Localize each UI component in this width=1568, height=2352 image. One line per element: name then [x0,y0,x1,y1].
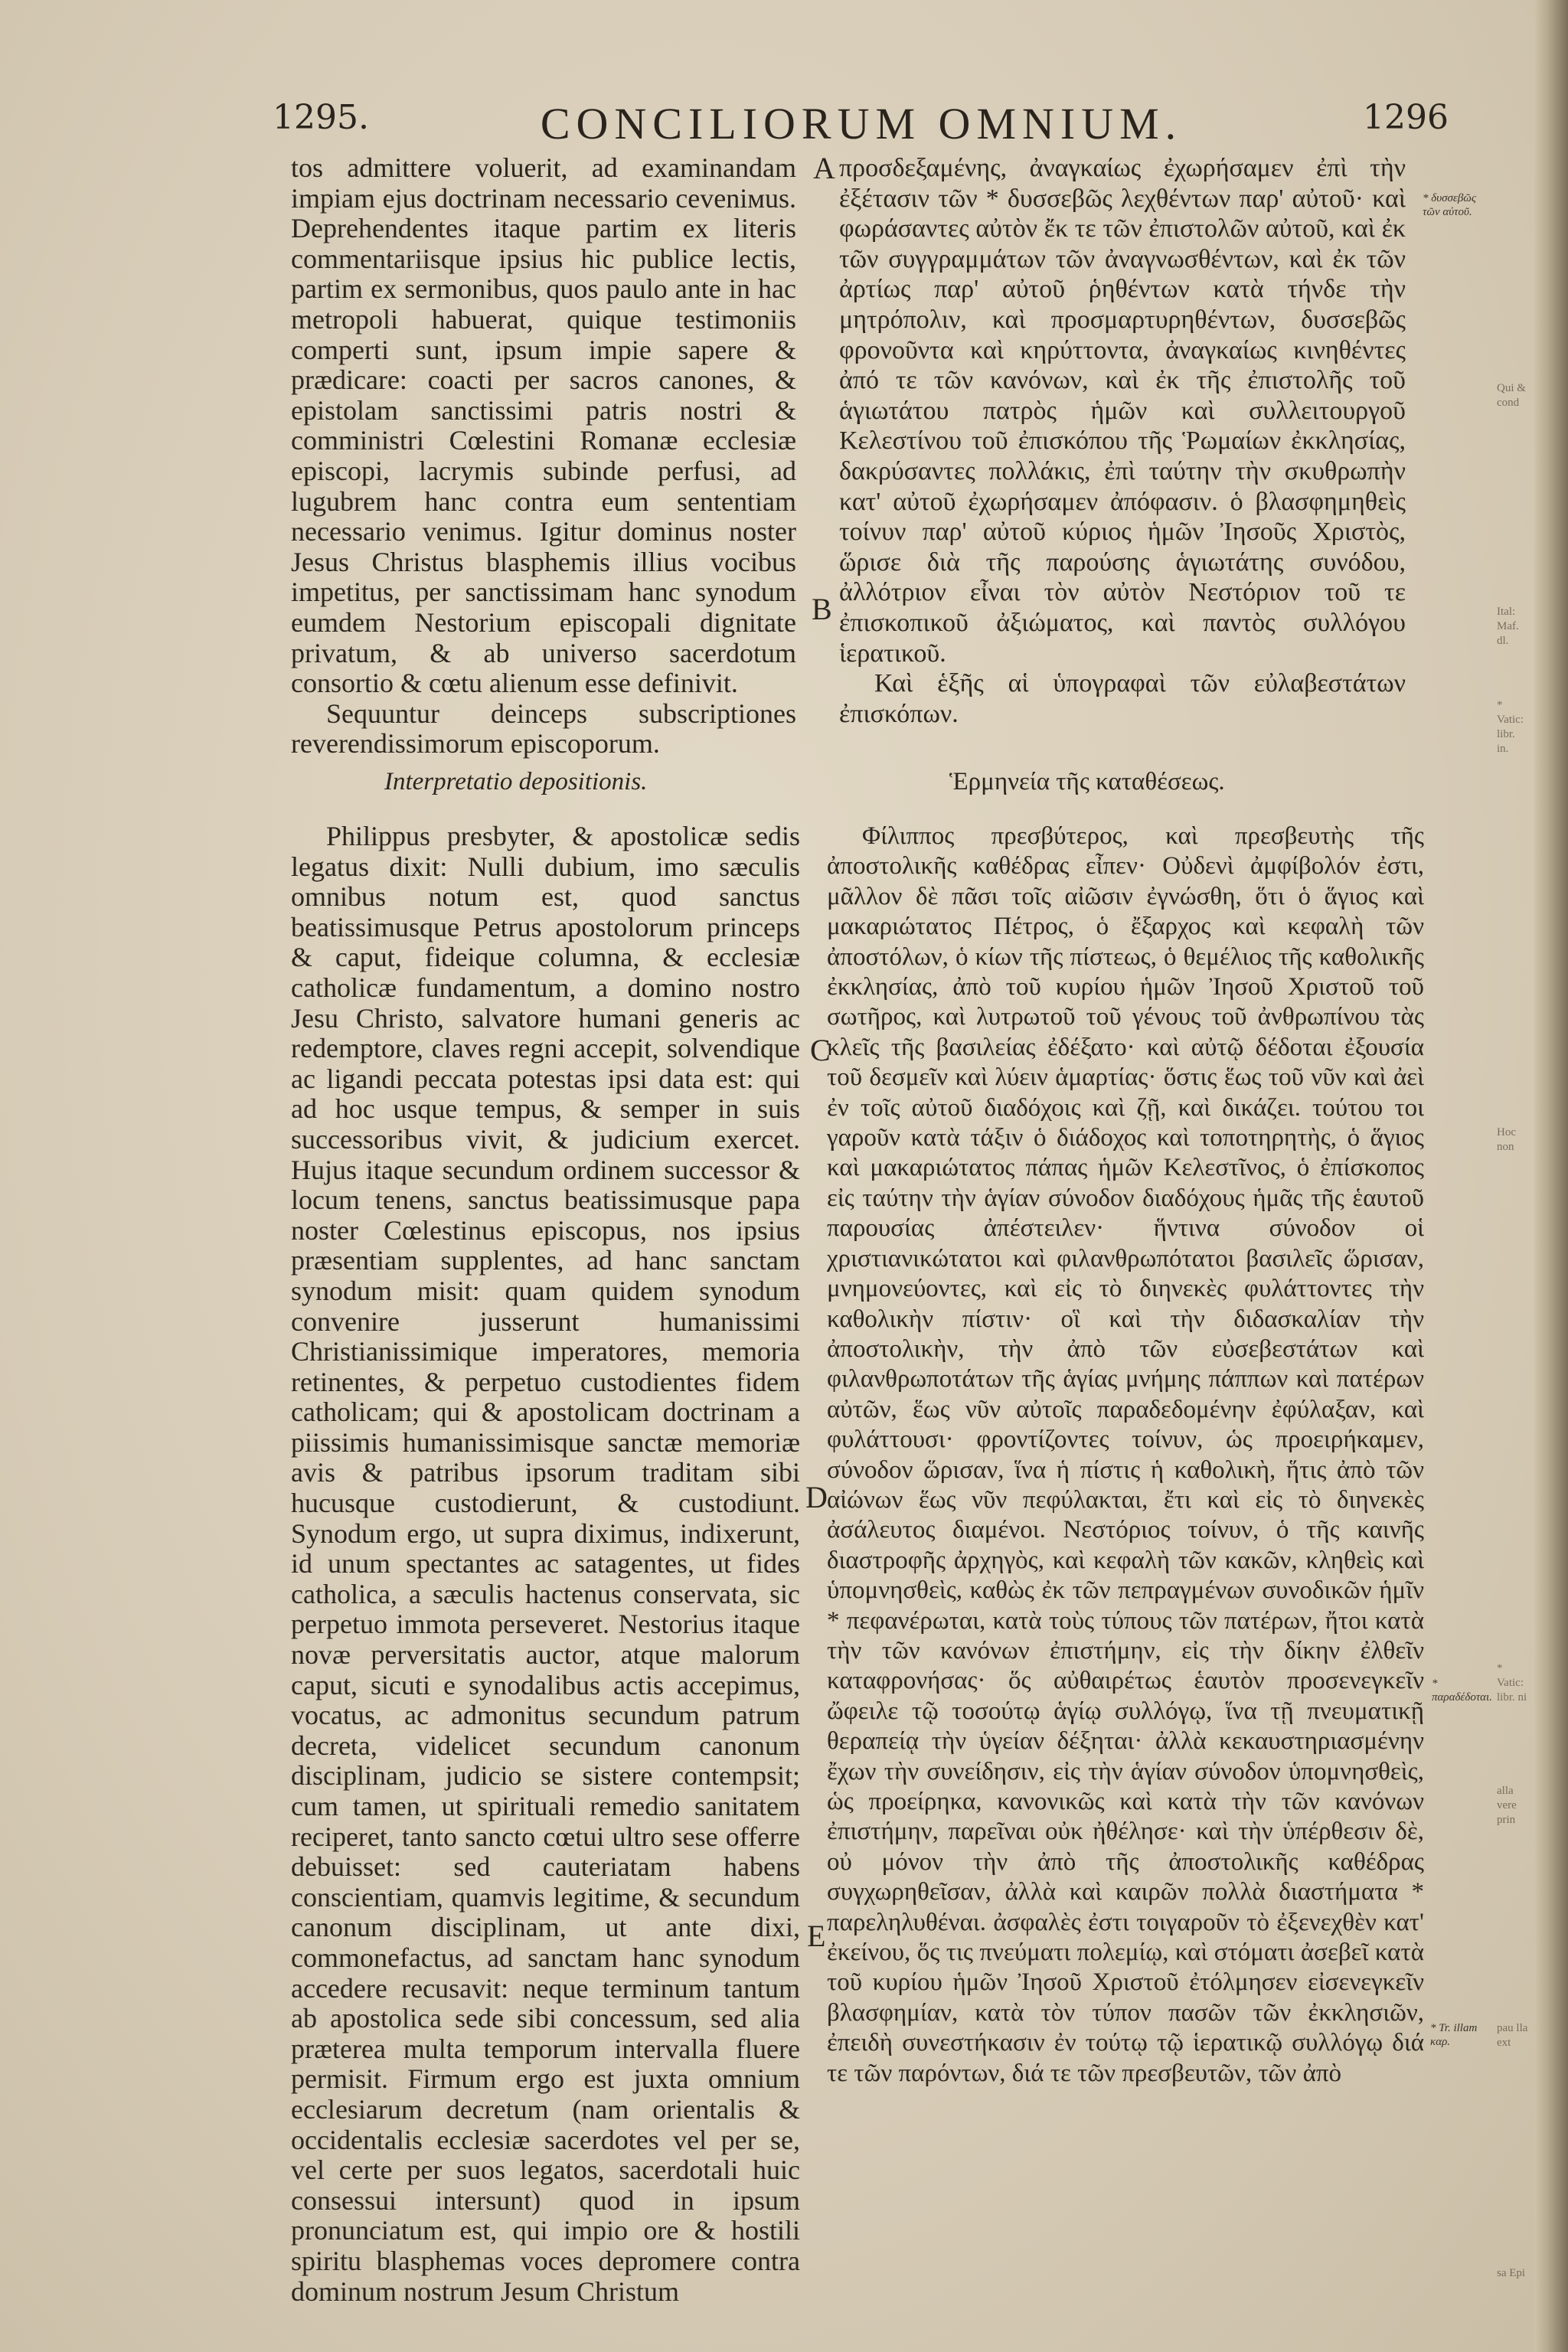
book-spine-edge [1534,0,1568,2352]
edge-fragment: Hoc non [1497,1126,1516,1153]
edge-fragment: Qui & cond [1497,382,1526,409]
section-marker-e: E [807,1919,826,1953]
edge-fragment: pau lla ext [1497,2022,1528,2049]
latin-top-paragraph: tos admittere voluerit, ad examinandam impiam ejus doctrinam necessario ceveniмus. Deprehendentes itaque partim ex literis commentariisque ipsius hic publice lectis, partim ex sermonibus, quos paulo ante in hac metropoli habuerat, quique testimoniis comperti sunt, ipsum impie sapere & prædicare: coacti per sacros canones, & epistolam sanctissimi patris nostri & comministri Cœlestini Romanæ ecclesiæ episcopi, lacrymis subinde perfusi, ad lugubrem hanc contra eum sententiam necessario venimus. Igitur dominus noster Jesus Christus blasphemis illius vocibus impetitus, per sanctissimam hanc synodum eumdem Nestorium episcopali dignitate privatum, & ab universo sacerdotum consortio & cœtu alienum esse definivit. [291,152,796,699]
margin-note-3: * Tr. illam καρ. [1430,2022,1478,2048]
edge-fragment: alla vere prin [1497,1785,1517,1826]
margin-note-1: * δυσσεβῶς τῶν αὐτοῦ. [1423,192,1476,218]
greek-bottom-paragraph: Φίλιππος πρεσβύτερος, καὶ πρεσβευτὴς τῆς ἀποστολικῆς καθέδρας εἶπεν· Οὐδενὶ ἀμφίβολόν ἐστι, μᾶλλον δὲ πᾶσι τοῖς αἰῶσιν ἐγνώσθη, ὅτι ὁ ἅγιος καὶ μακαριώτατος Πέτρος, ὁ ἔξαρχος καὶ κεφαλὴ τῶν ἀποστόλων, ὁ κίων τῆς πίστεως, ὁ θεμέλιος τῆς καθολικῆς ἐκκλησίας, ἀπὸ τοῦ κυρίου ἡμῶν Ἰησοῦ Χριστοῦ τοῦ σωτῆρος, καὶ λυτρωτοῦ τοῦ γένους τοῦ ἀνθρωπίνου τὰς κλεῖς τῆς βασιλείας ἐδέξατο· καὶ αὐτῷ δέδοται ἐξουσία τοῦ δεσμεῖν καὶ λύειν ἁμαρτίας· ὅστις ἕως τοῦ νῦν καὶ ἀεὶ ἐν τοῖς αὐτοῦ διαδόχοις καὶ ζῇ, καὶ δικάζει. τούτου τοι γαροῦν κατὰ τάξιν ὁ διάδοχος καὶ τοποτηρητὴς, ὁ ἅγιος καὶ μακαριώτατος πάπας ἡμῶν Κελεστῖνος, ὁ ἐπίσκοπος εἰς ταύτην τὴν ἁγίαν σύνοδον διαδόχους ἡμᾶς τῆς ἑαυτοῦ παρουσίας ἀπέστειλεν· ἥντινα σύνοδον οἱ χριστιανικώτατοι καὶ φιλανθρωπότατοι βασιλεῖς ὥρισαν, μνημονεύοντες, καὶ εἰς τὸ διηνεκὲς φυλάττοντες τὴν καθολικὴν πίστιν· οἳ καὶ τὴν διδασκαλίαν τὴν ἀποστολικὴν, τὴν ἀπὸ τῶν εὐσεβεστάτων καὶ φιλανθρωποτάτων τῆς ἁγίας μνήμης πάππων καὶ πατέρων αὐτῶν, ἕως νῦν αὐτοῖς παραδεδομένην ἐφύλαξαν, καὶ φυλάττουσι· φροντίζοντες τοίνυν, ὡς προειρήκαμεν, σύνοδον ὥρισαν, ἵνα ἡ πίστις ἡ καθολικὴ, ἥτις ἀπὸ τῶν αἰώνων ἕως νῦν πεφύλακται, ἔτι καὶ εἰς τὸ διηνεκὲς ἀσάλευτος διαμένοι. Νεστόριος τοίνυν, ὁ τῆς καινῆς διαστροφῆς ἀρχηγὸς, καὶ κεφαλὴ τῶν κακῶν, κληθεὶς καὶ ὑπομνησθεὶς, καθὼς ἐκ τῶν πεπραγμένων συνοδικῶν ἡμῖν * πεφανέρωται, κατὰ τοὺς τύπους τῶν πατέρων, ἤτοι κατὰ τὴν τῶν κανόνων ἐπιστήμην, εἰς τὴν δίκην ἐλθεῖν καταφρονήσας· ὅς αὐθαιρέτως ἑαυτὸν προσενεγκεῖν ὤφειλε τῷ τοσούτῳ ἁγίῳ συλλόγῳ, ἵνα τῇ πνευματικῇ θεραπείᾳ τὴν ὑγείαν δέξηται· ἀλλὰ κεκαυστηριασμένην ἔχων τὴν συνείδησιν, εἰς τὴν ἁγίαν σύνοδον ὑπομνησθεὶς, ὡς προείρηκα, κανονικῶς καὶ κατὰ τὴν τῶν κανόνων ἐπιστήμην, παρεῖναι οὐκ ἠθέλησε· καὶ τὴν ὑπέρθεσιν δὲ, οὐ μόνον τὴν ἀπὸ τῆς ἀποστολικῆς καθέδρας συγχωρηθεῖσαν, ἀλλὰ καὶ καιρῶν πολλὰ διαστήματα * παρεληλυθέναι. ἀσφαλὲς ἐστι τοιγαροῦν τὸ ἐξενεχθὲν κατ' ἐκείνου, ὅς τις πνεύματι πολεμίῳ, καὶ στόματι ἀσεβεῖ κατὰ τοῦ κυρίου ἡμῶν Ἰησοῦ Χριστοῦ ἐτόλμησεν εἰσενεγκεῖν βλασφημίαν, κατὰ τὸν τύπον πασῶν τῶν ἐκκλησιῶν, ἐπειδὴ συνεστήκασιν ἐν τούτῳ τῷ ἱερατικῷ συλλόγῳ διά τε τῶν παρόντων, διά τε τῶν πρεσβευτῶν, τῶν ἀπὸ [827,822,1424,2087]
latin-column-top [291,153,796,760]
greek-top-paragraph: προσδεξαμένης, ἀναγκαίως ἐχωρήσαμεν ἐπὶ τὴν ἐξέτασιν τῶν * δυσσεβῶς λεχθέντων παρ' αὐτοῦ· καὶ φωράσαντες αὐτὸν ἔκ τε τῶν ἐπιστολῶν αὐτοῦ, καὶ ἐκ τῶν συγγραμμάτων τῶν ἀναγνωσθέντων, καὶ ἐκ τῶν ἀρτίως παρ' αὐτοῦ ῥηθέντων κατὰ τήνδε τὴν μητρόπολιν, καὶ προσμαρτυρηθέντων, δυσσεβῶς φρονοῦντα καὶ κηρύττοντα, ἀναγκαίως κινηθέντες ἀπό τε τῶν κανόνων, καὶ ἐκ τῆς ἐπιστολῆς τοῦ ἁγιωτάτου πατρὸς ἡμῶν καὶ συλλειτουργοῦ Κελεστίνου τοῦ ἐπισκόπου τῆς Ῥωμαίων ἐκκλησίας, δακρύσαντες πολλάκις, ἐπὶ ταύτην τὴν σκυθρωπὴν κατ' αὐτοῦ ἐχωρήσαμεν ἀπόφασιν. ὁ βλασφημηθεὶς τοίνυν παρ' αὐτοῦ κύριος ἡμῶν Ἰησοῦς Χριστὸς, ὥρισε διὰ τῆς παρούσης ἁγιωτάτης συνόδου, ἀλλότριον εἶναι τὸν αὐτὸν Νεστόριον τοῦ τε ἐπισκοπικοῦ ἀξιώματος, καὶ παντὸς συλλόγου ἱερατικοῦ. [839,154,1406,668]
latin-subscriptions-note: Sequuntur deinceps subscriptiones reverendissimorum episcoporum. [291,697,796,760]
edge-fragment: Ital: Maf. dl. [1497,606,1519,647]
edge-fragment: sa Epi [1497,2267,1526,2279]
section-marker-c: C [810,1033,831,1067]
latin-column-bottom [291,822,800,2307]
greek-column-top [839,153,1406,729]
section-marker-b: B [812,592,832,626]
edge-fragment: * Vatic: libr. in. [1497,699,1524,755]
latin-section-heading: Interpretatio depositionis. [384,768,648,795]
latin-bottom-paragraph: Philippus presbyter, & apostolicæ sedis legatus dixit: Nulli dubium, imo sæculis omnibus notum est, quod sanctus beatissimusque Petrus apostolorum princeps & caput, fideique columna, & ecclesiæ catholicæ fundamentum, a domino nostro Jesu Christo, salvatore humani generis ac redemptore, claves regni accepit, solvendique ac ligandi peccata potestas ipsi data est: qui ad hoc usque tempus, & semper in suis successoribus vivit, & judicium exercet. Hujus itaque secundum ordinem successor & locum tenens, sanctus beatissimusque papa noster Cœlestinus episcopus, nos ipsius præsentiam supplentes, ad hanc sanctam synodum misit: quam quidem synodum convenire jusserunt humanissimi Christianissimique imperatores, memoria retinentes, & perpetuo custodientes fidem catholicam; qui & apostolicam doctrinam a piissimis humanissimisque sanctæ memoriæ avis & patribus ipsorum traditam sibi hucusque custodierunt, & custodiunt. Synodum ergo, ut supra diximus, indixerunt, id unum spectantes ac satagentes, ut fides catholica, a sæculis hactenus conservata, sic perpetuo immota perseveret. Nestorius itaque novæ perversitatis auctor, atque malorum caput, sicuti e synodalibus actis accepimus, vocatus, ac admonitus secundum patrum decreta, videlicet secundum canonum disciplinam, judicio se sistere contempsit; cum tamen, ut spirituali remedio sanitatem reciperet, tanto sancto cœtui ultro sese offerre debuisset: sed cauteriatam habens conscientiam, quamvis legitime, & secundum canonum disciplinam, ut ante dixi, commonefactus, ad sanctam hanc synodum accedere recusavit: neque terminum tantum ab apostolica sede sibi concessum, sed alia præterea multa temporum intervalla fluere permisit. Firmum ergo est juxta omnium ecclesiarum decretum (nam orientalis & occidentalis ecclesiæ sacerdotes vel per se, vel certe per suos legatos, sacerdotali huic consessui intersunt) quod in ipsum pronunciatum est, qui impio ore & hostili spiritu blasphemas voces depromere contra dominum nostrum Jesum Christum [291,821,800,2307]
greek-subscriptions-note: Καὶ ἑξῆς αἱ ὑπογραφαὶ τῶν εὐλαβεστάτων ἐπισκόπων. [839,669,1406,728]
greek-section-heading: Ἑρμηνεία τῆς καταθέσεως. [949,768,1225,795]
section-marker-a: A [813,151,835,185]
edge-fragment: * Vatic: libr. ni [1497,1662,1527,1704]
section-marker-d: D [805,1480,828,1514]
running-title: CONCILIORUM OMNIUM. [540,99,1183,149]
page-number-left: 1295. [273,98,369,137]
margin-note-2: * παραδέδοται. [1432,1677,1492,1704]
greek-column-bottom [827,822,1424,2089]
page-number-right: 1296 [1363,98,1449,137]
